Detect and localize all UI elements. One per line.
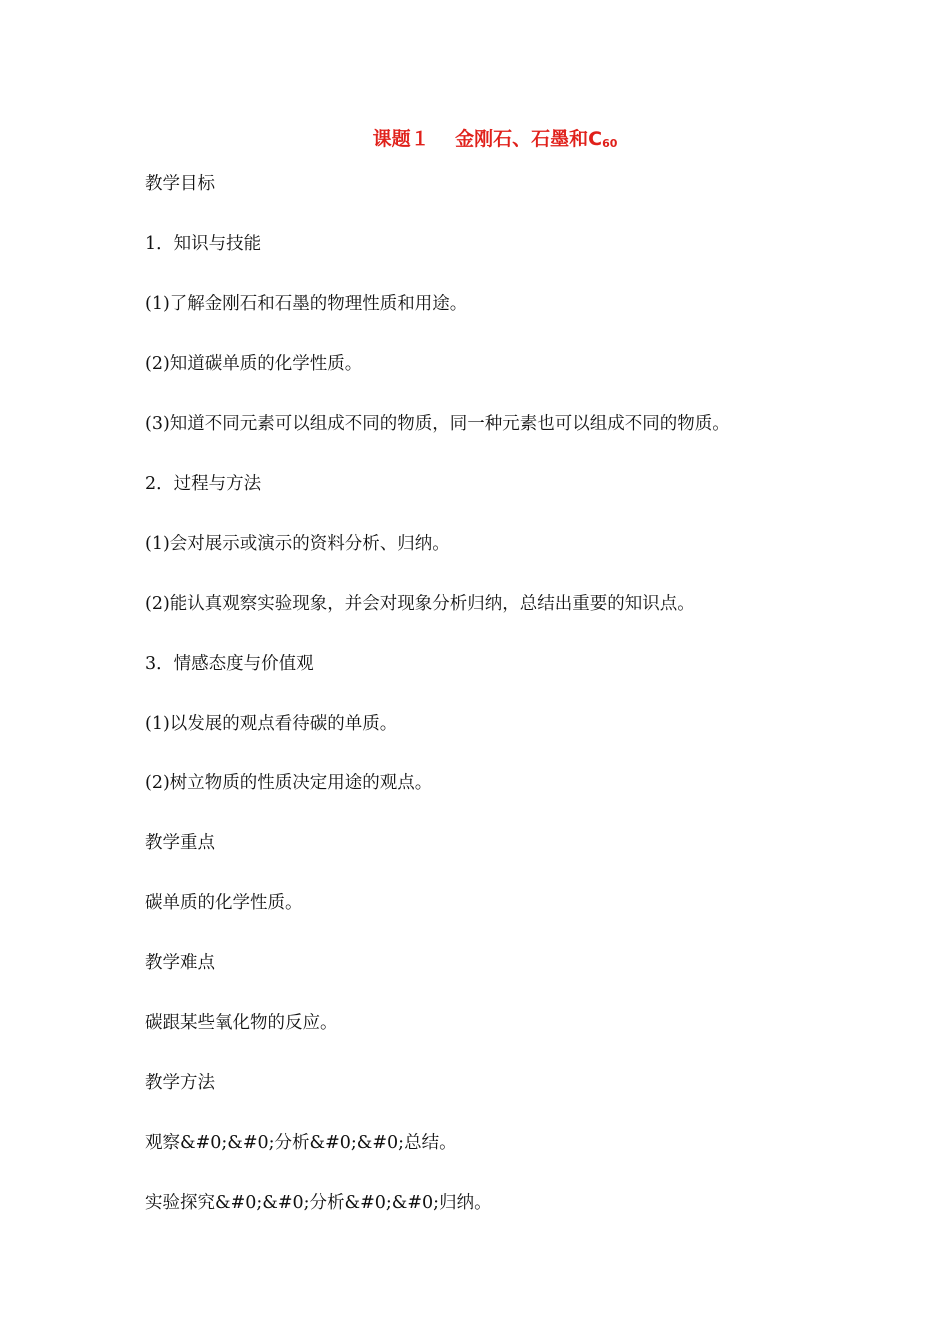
paragraph-line: (1)以发展的观点看待碳的单质。 bbox=[145, 714, 398, 734]
paragraph-line: (2)知道碳单质的化学性质。 bbox=[145, 354, 363, 374]
document-title bbox=[0, 124, 950, 151]
paragraph-line: (1)会对展示或演示的资料分析、归纳。 bbox=[145, 534, 450, 554]
paragraph-line: (3)知道不同元素可以组成不同的物质，同一种元素也可以组成不同的物质。 bbox=[145, 414, 730, 434]
title-subscript: 60 bbox=[602, 137, 618, 150]
subheading-process-method: 2．过程与方法 bbox=[145, 474, 262, 494]
paragraph-line: (1)了解金刚石和石墨的物理性质和用途。 bbox=[145, 294, 468, 314]
subheading-knowledge-skills: 1．知识与技能 bbox=[145, 234, 262, 254]
paragraph-line: (2)树立物质的性质决定用途的观点。 bbox=[145, 773, 433, 793]
heading-teaching-objectives: 教学目标 bbox=[145, 174, 215, 194]
heading-key-points: 教学重点 bbox=[145, 833, 215, 853]
paragraph-line: 观察&#0;&#0;分析&#0;&#0;总结。 bbox=[145, 1133, 457, 1153]
paragraph-line: 碳单质的化学性质。 bbox=[145, 893, 303, 913]
paragraph-line: 实验探究&#0;&#0;分析&#0;&#0;归纳。 bbox=[145, 1193, 492, 1213]
paragraph-line: 碳跟某些氧化物的反应。 bbox=[145, 1013, 338, 1033]
subheading-attitude-values: 3．情感态度与价值观 bbox=[145, 654, 314, 674]
heading-teaching-methods: 教学方法 bbox=[145, 1073, 215, 1093]
paragraph-line: (2)能认真观察实验现象，并会对现象分析归纳，总结出重要的知识点。 bbox=[145, 594, 695, 614]
title-main: 课题１ 金刚石、石墨和C bbox=[372, 128, 603, 150]
heading-difficult-points: 教学难点 bbox=[145, 953, 215, 973]
